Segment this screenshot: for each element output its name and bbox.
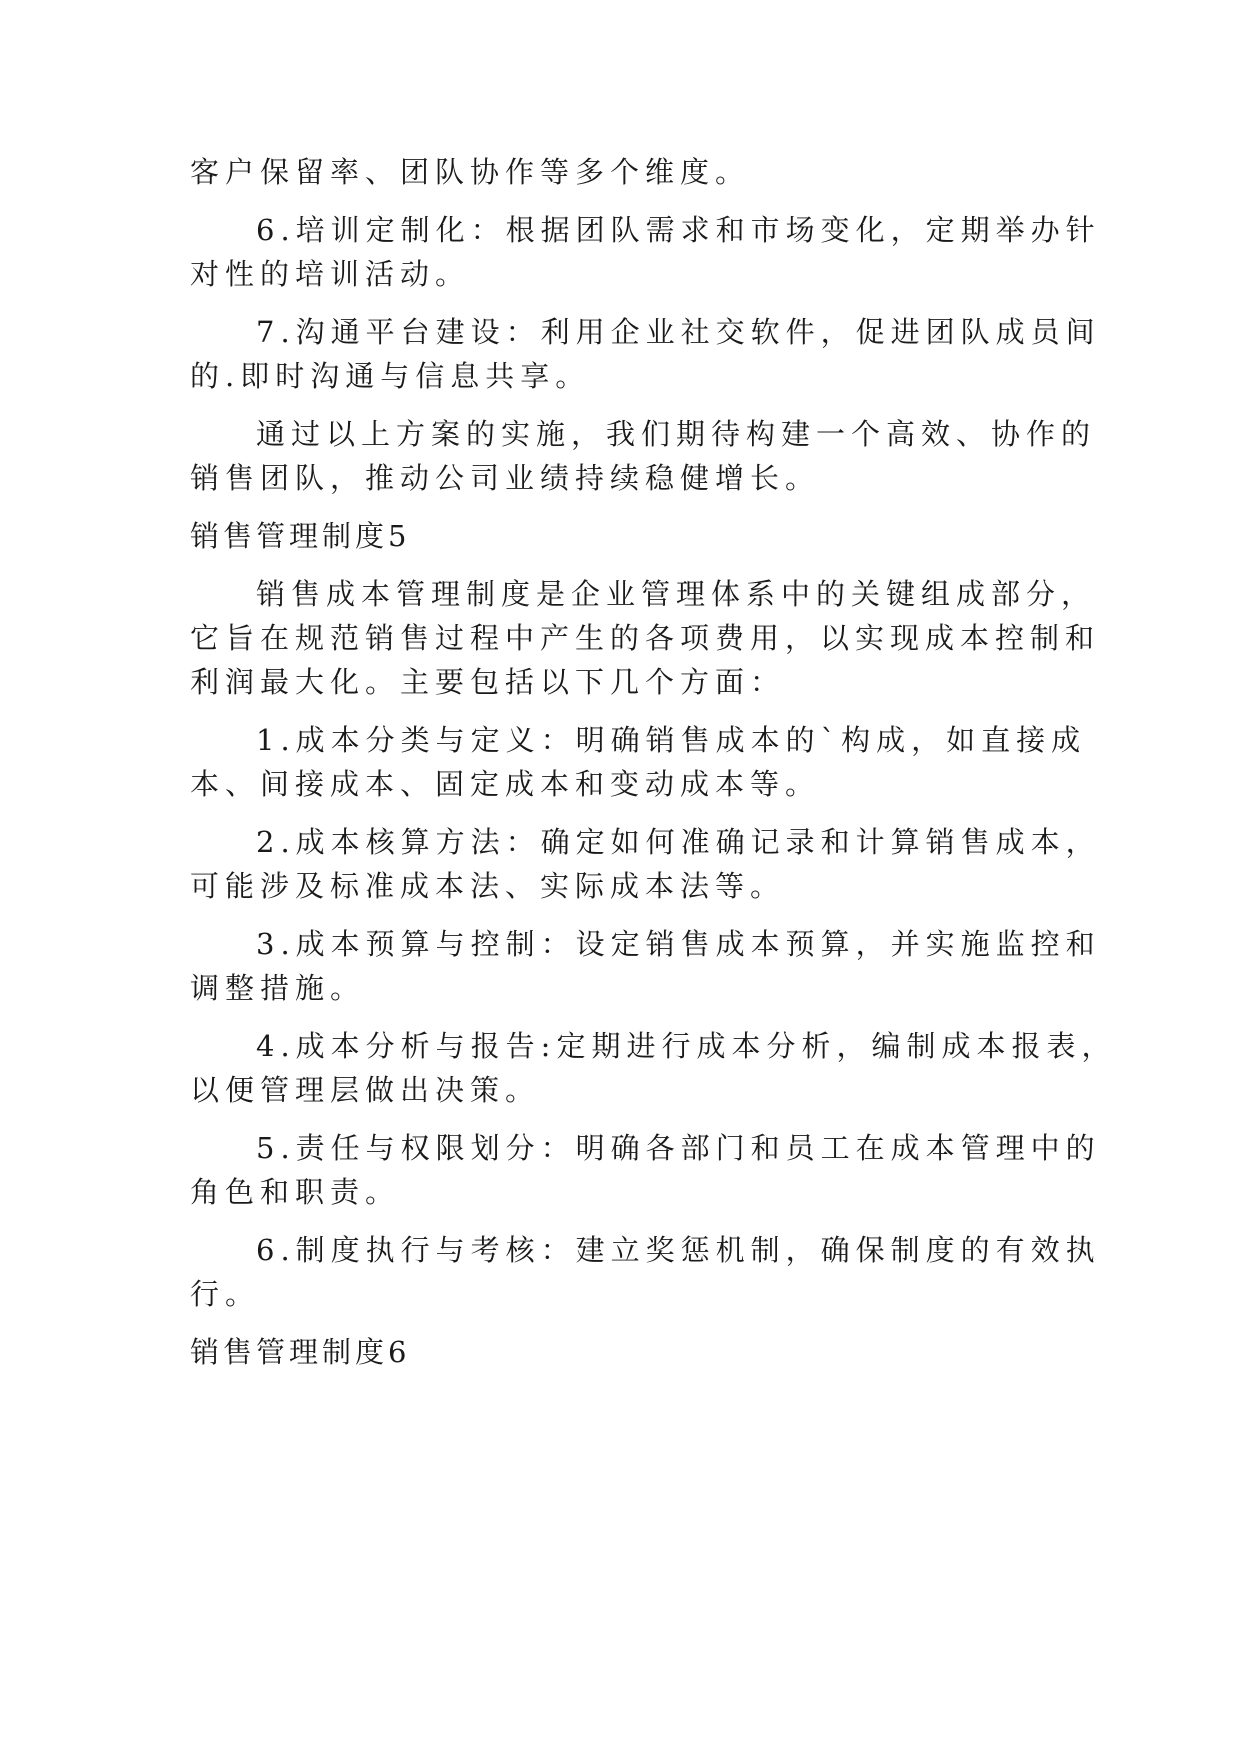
text-line: 客户保留率、团队协作等多个维度。 (190, 155, 751, 189)
paragraph (190, 820, 1101, 908)
text-line: 2.成本核算方法：确定如何准确记录和计算销售成本， (256, 825, 1101, 859)
text-line: 角色和职责。 (190, 1175, 401, 1209)
text-line: 调整措施。 (190, 971, 366, 1005)
paragraph (190, 1024, 1117, 1112)
paragraph (190, 1126, 1101, 1214)
text-line: 1.成本分类与定义：明确销售成本的`构成，如直接成 (256, 723, 1087, 757)
paragraph (190, 412, 1097, 500)
text-line: 通过以上方案的实施，我们期待构建一个高效、协作的 (256, 417, 1097, 451)
text-line: 6.制度执行与考核：建立奖惩机制，确保制度的有效执 (256, 1233, 1101, 1267)
text-line: 销售团队，推动公司业绩持续稳健增长。 (190, 461, 821, 495)
paragraph (190, 718, 1087, 806)
section-heading (190, 1330, 1050, 1374)
text-line: 本、间接成本、固定成本和变动成本等。 (190, 767, 821, 801)
text-line: 行。 (190, 1277, 261, 1311)
document-body (190, 150, 1117, 1388)
paragraph (190, 1228, 1101, 1316)
text-line: 6.培训定制化：根据团队需求和市场变化，定期举办针 (256, 213, 1101, 247)
text-line: 5.责任与权限划分：明确各部门和员工在成本管理中的 (256, 1131, 1101, 1165)
text-line: 销售成本管理制度是企业管理体系中的关键组成部分， (256, 577, 1097, 611)
paragraph (190, 208, 1101, 296)
heading-text: 销售管理制度5 (190, 519, 411, 553)
paragraph (190, 922, 1101, 1010)
text-line: 可能涉及标准成本法、实际成本法等。 (190, 869, 786, 903)
text-line: 的.即时沟通与信息共享。 (190, 359, 591, 393)
text-line: 以便管理层做出决策。 (190, 1073, 541, 1107)
text-line: 利润最大化。主要包括以下几个方面： (190, 665, 786, 699)
heading-text: 销售管理制度6 (190, 1335, 411, 1369)
section-heading (190, 514, 1050, 558)
text-line: 4.成本分析与报告:定期进行成本分析，编制成本报表， (256, 1029, 1117, 1063)
paragraph (190, 150, 1050, 194)
paragraph (190, 572, 1101, 704)
text-line: 7.沟通平台建设：利用企业社交软件，促进团队成员间 (256, 315, 1101, 349)
text-line: 3.成本预算与控制：设定销售成本预算，并实施监控和 (256, 927, 1101, 961)
text-line: 对性的培训活动。 (190, 257, 471, 291)
paragraph (190, 310, 1101, 398)
text-line: 它旨在规范销售过程中产生的各项费用，以实现成本控制和 (190, 621, 1101, 655)
